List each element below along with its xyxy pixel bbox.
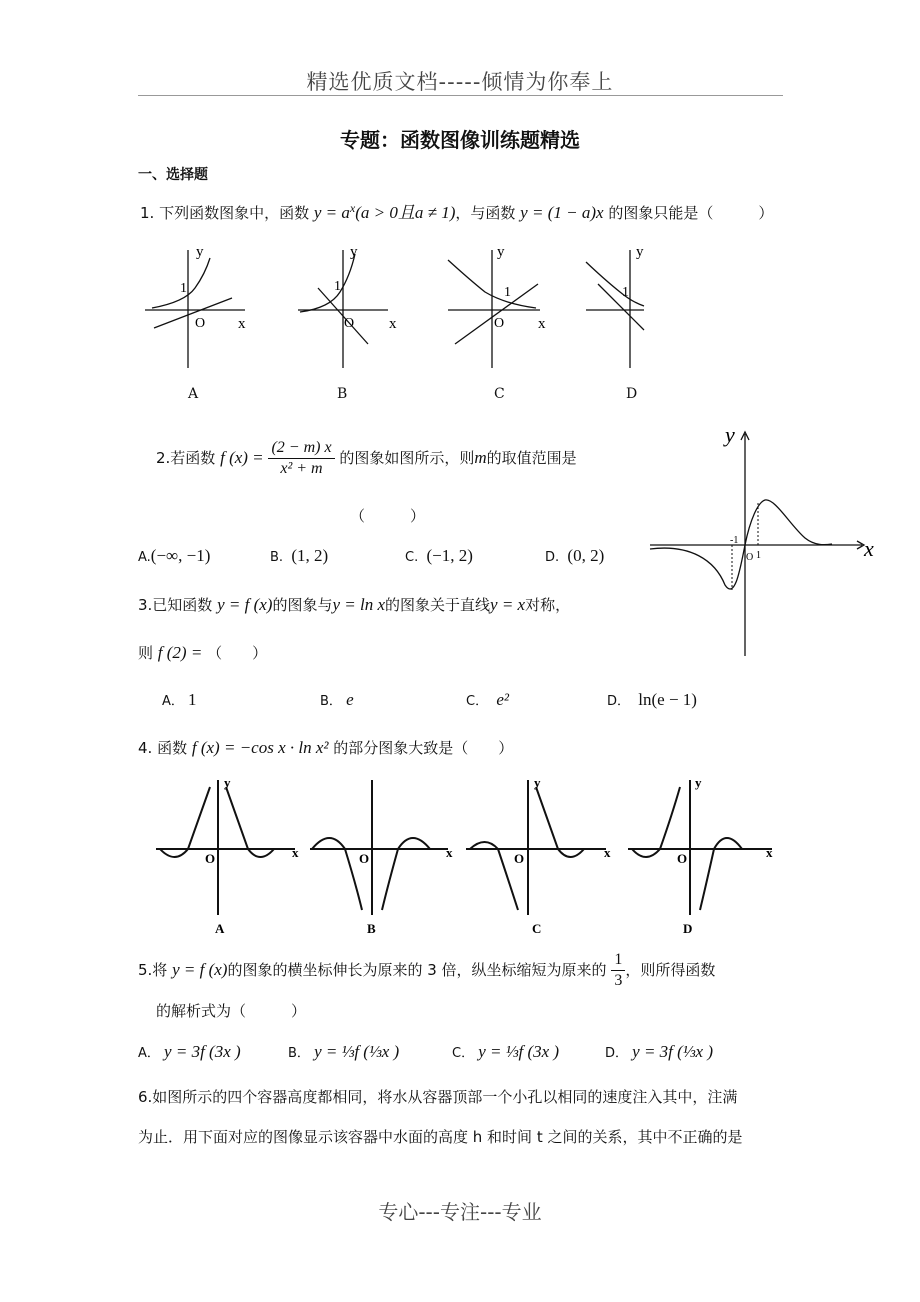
q3-f1: y = f (x) xyxy=(217,595,273,614)
q1-text-b: ，与函数 xyxy=(455,204,516,222)
q1-a-xlabel: x xyxy=(238,316,246,332)
question-4 xyxy=(138,737,513,758)
q1-formula-1: y = a xyxy=(313,203,350,222)
page-header: 精选优质文档-----倾情为你奉上 xyxy=(306,70,614,94)
q1-a-ylabel: y xyxy=(196,244,204,260)
q2-option-c[interactable]: C. (−1, 2) xyxy=(405,546,473,565)
q4-b-origin: O xyxy=(359,851,370,866)
q3-mid-2: 的图象关于直线 xyxy=(385,596,491,614)
q4-d-origin: O xyxy=(677,851,688,866)
q1-b-ylabel: y xyxy=(350,244,358,260)
q1-graph-a xyxy=(145,250,245,368)
q2-m: m xyxy=(474,448,487,467)
q1-b-one: 1 xyxy=(334,279,341,294)
q1-c-xlabel: x xyxy=(538,316,546,332)
q1-option-a[interactable]: A xyxy=(188,386,199,402)
q5-f1: y = f (x) xyxy=(172,960,228,979)
q4-suffix: 的部分图象大致是（ ） xyxy=(333,739,514,757)
q1-d-one: 1 xyxy=(622,285,629,300)
q2-prefix: 2.若函数 xyxy=(156,449,216,467)
q5-prefix: 5.将 xyxy=(138,961,168,979)
q2-numerator: (2 − m) x xyxy=(268,438,334,459)
question-5 xyxy=(138,950,715,991)
question-1 xyxy=(140,198,773,223)
q1-text-a: 下列函数图象中，函数 xyxy=(159,204,310,222)
q1-c-origin: O xyxy=(494,316,505,331)
page-title: 专题：函数图像训练题精选 xyxy=(340,128,580,152)
q4-option-a[interactable]: A xyxy=(215,921,225,936)
page-footer: 专心---专注---专业 xyxy=(378,1200,542,1224)
q1-option-d[interactable]: D xyxy=(626,386,638,402)
q2-option-b[interactable]: B. (1, 2) xyxy=(270,546,329,565)
q3-line-2: 则 f (2) = （ ） xyxy=(138,643,268,662)
q5-suffix: ，则所得函数 xyxy=(625,961,716,979)
q1-option-c[interactable]: C xyxy=(494,386,505,402)
q2-origin: O xyxy=(746,552,754,563)
question-6-line-2: 为止．用下面对应的图像显示该容器中水面的高度 h 和时间 t 之间的关系，其中不正确的是 xyxy=(138,1128,743,1146)
q1-condition: (a > 0且a ≠ 1) xyxy=(355,203,456,222)
q5-mid: 的图象的横坐标伸长为原来的 3 倍，纵坐标缩短为原来的 xyxy=(227,961,607,979)
q4-a-origin: O xyxy=(205,851,216,866)
q3-option-d[interactable]: D． ln(e − 1) xyxy=(607,690,697,709)
q2-suffix: 的图象如图所示，则 xyxy=(339,449,475,467)
q2-answer-paren: （ ） xyxy=(350,507,426,525)
q2-suffix-2: 的取值范围是 xyxy=(486,449,577,467)
q2-fx: f (x) = xyxy=(220,448,264,467)
q2-x-label: x xyxy=(864,536,874,561)
q3-option-b[interactable]: B． e xyxy=(320,690,354,709)
q1-b-xlabel: x xyxy=(389,316,397,332)
q4-c-xlabel: x xyxy=(604,845,611,860)
q1-formula-2: y = (1 − a)x xyxy=(520,203,604,222)
q5-option-b[interactable]: B． y = ⅓f (⅓x ) xyxy=(288,1042,400,1061)
q2-option-d[interactable]: D. (0, 2) xyxy=(545,546,605,565)
q3-option-a[interactable]: A． 1 xyxy=(162,690,197,709)
q1-text-c: 的图象只能是（ ） xyxy=(608,204,774,222)
q4-c-origin: O xyxy=(514,851,525,866)
q1-a-one: 1 xyxy=(180,281,187,296)
q3-prefix: 3.已知函数 xyxy=(138,596,213,614)
q4-graphs xyxy=(0,775,920,935)
q3-option-c[interactable]: C． e² xyxy=(466,690,509,709)
q2-neg-one: -1 xyxy=(730,535,739,546)
q1-graph-d xyxy=(586,250,644,368)
q1-d-ylabel: y xyxy=(636,244,644,260)
q3-f4: f (2) = xyxy=(157,643,203,662)
q4-a-ylabel: y xyxy=(224,775,231,790)
q5-fraction: $\frac{1}{3}$ xyxy=(611,950,625,991)
q4-b-xlabel: x xyxy=(446,845,453,860)
q4-formula: f (x) = −cos x · ln x² xyxy=(191,738,329,757)
question-3 xyxy=(138,594,570,615)
q2-y-label: y xyxy=(725,422,735,447)
q5-option-c[interactable]: C． y = ⅓f (3x ) xyxy=(452,1042,560,1061)
q1-c-one: 1 xyxy=(504,285,511,300)
q5-line-2: 的解析式为（ ） xyxy=(156,1002,307,1020)
header-divider xyxy=(138,95,783,96)
q1-graphs xyxy=(0,240,920,350)
q1-a-origin: O xyxy=(195,316,206,331)
q4-c-ylabel: y xyxy=(534,775,541,790)
q5-option-d[interactable]: D． y = 3f (⅓x ) xyxy=(605,1042,714,1061)
q2-denominator: x² + m xyxy=(280,460,323,477)
q1-graph-c xyxy=(448,250,540,368)
q4-option-c[interactable]: C xyxy=(532,921,542,936)
q4-d-ylabel: y xyxy=(695,775,702,790)
q5-option-a[interactable]: A． y = 3f (3x ) xyxy=(138,1042,241,1061)
q2-graph xyxy=(0,420,920,660)
q3-mid-1: 的图象与 xyxy=(272,596,333,614)
q3-f3: y = x xyxy=(490,595,526,614)
q1-formula-sup: x xyxy=(349,201,356,215)
q1-option-b[interactable]: B xyxy=(337,386,348,402)
q4-d-xlabel: x xyxy=(766,845,773,860)
q1-b-origin: O xyxy=(344,316,355,331)
q3-suffix: 对称， xyxy=(525,596,571,614)
q1-c-ylabel: y xyxy=(497,244,505,260)
q1-graph-b xyxy=(298,250,388,368)
q2-option-a[interactable]: A.(−∞, −1) xyxy=(138,546,211,565)
q4-prefix: 4. 函数 xyxy=(138,739,188,757)
question-6-line-1: 6.如图所示的四个容器高度都相同，将水从容器顶部一个小孔以相同的速度注入其中，注满 xyxy=(138,1088,738,1106)
q1-number: 1. xyxy=(140,204,155,222)
section-heading: 一、选择题 xyxy=(138,167,208,183)
q2-one: 1 xyxy=(756,550,761,561)
q4-option-b[interactable]: B xyxy=(367,921,376,936)
q4-option-d[interactable]: D xyxy=(683,921,693,936)
q3-paren: （ ） xyxy=(207,644,268,662)
q3-f2: y = ln x xyxy=(332,595,386,614)
q4-a-xlabel: x xyxy=(292,845,299,860)
